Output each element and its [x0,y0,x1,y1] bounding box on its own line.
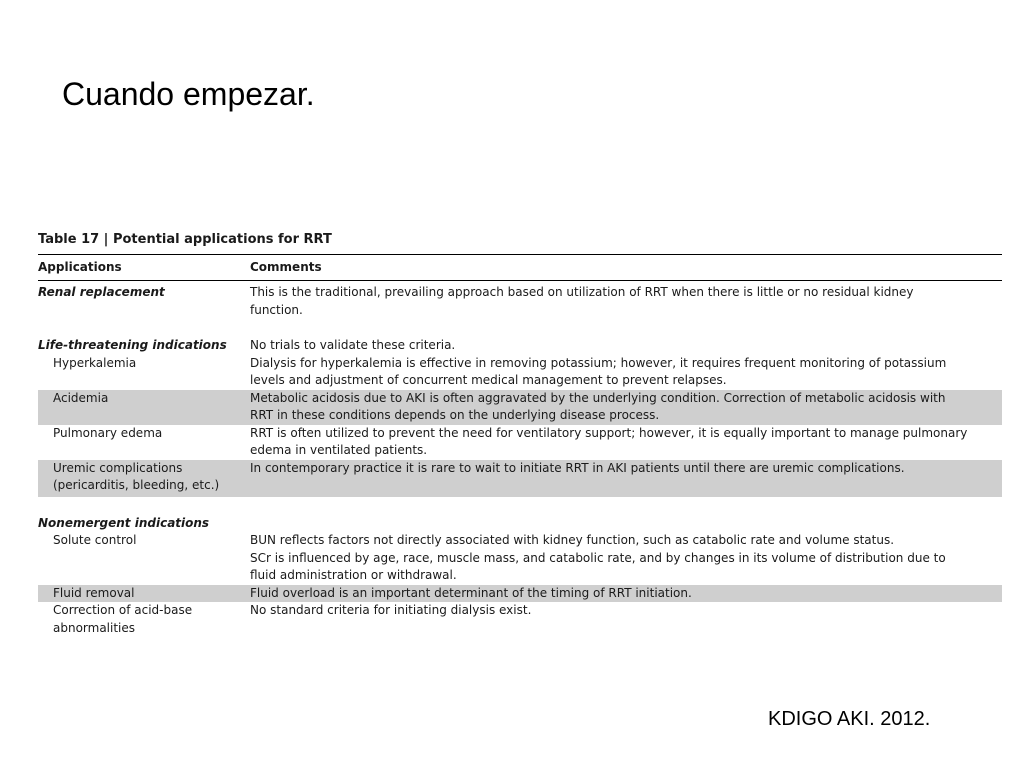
table-spacer [38,319,1002,337]
uremic-complications-comment: In contemporary practice it is rare to wait to initiate RRT in AKI patients until there are uremic complications. [250,460,905,475]
hyperkalemia-comment-line-2: levels and adjustment of concurrent medical management to prevent relapses. [250,373,727,387]
table-row-hyperkalemia [38,355,1002,390]
solute-control-comment-line-1: BUN reflects factors not directly associated with kidney function, such as catabolic rate and volume status. [250,533,895,547]
rrt-applications-table [38,228,1002,639]
renal-replacement-label: Renal replacement [38,285,165,299]
life-threatening-label: Life-threatening indications [38,338,227,352]
solute-control-comment-line-2: SCr is influenced by age, race, muscle mass, and catabolic rate, and by changes in its volume of distribution due to [250,550,946,565]
acidemia-comment-line-1: Metabolic acidosis due to AKI is often aggravated by the underlying condition. Correction of metabolic acidosis with [250,390,946,405]
table-row-fluid-removal [38,585,1002,603]
acid-base-comment: No standard criteria for initiating dialysis exist. [250,603,532,617]
header-applications: Applications [38,259,122,274]
slide-title: Cuando empezar. [62,76,315,112]
pulmonary-edema-comment-line-1: RRT is often utilized to prevent the need for ventilatory support; however, it is equally important to manage pulmonary [250,425,968,440]
uremic-complications-label-line-2: (pericarditis, bleeding, etc.) [53,478,220,492]
table-row-pulmonary-edema [38,425,1002,460]
pulmonary-edema-comment [250,425,1002,460]
table-row-acidemia [38,390,1002,425]
solute-control-comment-line-3: fluid administration or withdrawal. [250,568,457,582]
hyperkalemia-label: Hyperkalemia [53,355,137,370]
renal-replacement-comment-line-1: This is the traditional, prevailing approach based on utilization of RRT when there is little or no residual kidney [250,285,914,299]
renal-replacement-comment [250,284,1002,319]
solute-control-comment [250,532,1002,585]
hyperkalemia-comment [250,355,1002,390]
acidemia-comment-line-2: RRT in these conditions depends on the underlying disease process. [250,408,660,422]
acid-base-label-line-1: Correction of acid-base [53,603,193,617]
table-row-nonemergent [38,515,1002,533]
fluid-removal-label: Fluid removal [53,585,135,600]
solute-control-label: Solute control [53,533,137,547]
pulmonary-edema-label: Pulmonary edema [53,425,163,440]
header-comments: Comments [250,259,322,274]
table-caption: Table 17 | Potential applications for RRT [38,232,332,247]
life-threatening-comment: No trials to validate these criteria. [250,338,456,352]
fluid-removal-comment: Fluid overload is an important determinant of the timing of RRT initiation. [250,585,692,600]
acidemia-comment [250,390,1002,425]
hyperkalemia-comment-line-1: Dialysis for hyperkalemia is effective in removing potassium; however, it requires frequent monitoring of potassium [250,355,947,370]
nonemergent-label: Nonemergent indications [38,515,210,530]
table-row-acid-base [38,602,1002,639]
acid-base-label [38,602,250,637]
table-row-uremic-complications [38,460,1002,497]
table-row-solute-control [38,532,1002,585]
citation: KDIGO AKI. 2012. [768,708,931,730]
uremic-complications-label [38,460,250,495]
pulmonary-edema-comment-line-2: edema in ventilated patients. [250,443,428,457]
table-row-life-threatening [38,337,1002,355]
acid-base-label-line-2: abnormalities [53,620,136,635]
renal-replacement-comment-line-2: function. [250,302,303,317]
table-row-renal-replacement [38,281,1002,319]
uremic-complications-label-line-1: Uremic complications [53,460,183,475]
table-header-row [38,255,1002,280]
acidemia-label: Acidemia [53,390,109,405]
table-spacer [38,497,1002,515]
